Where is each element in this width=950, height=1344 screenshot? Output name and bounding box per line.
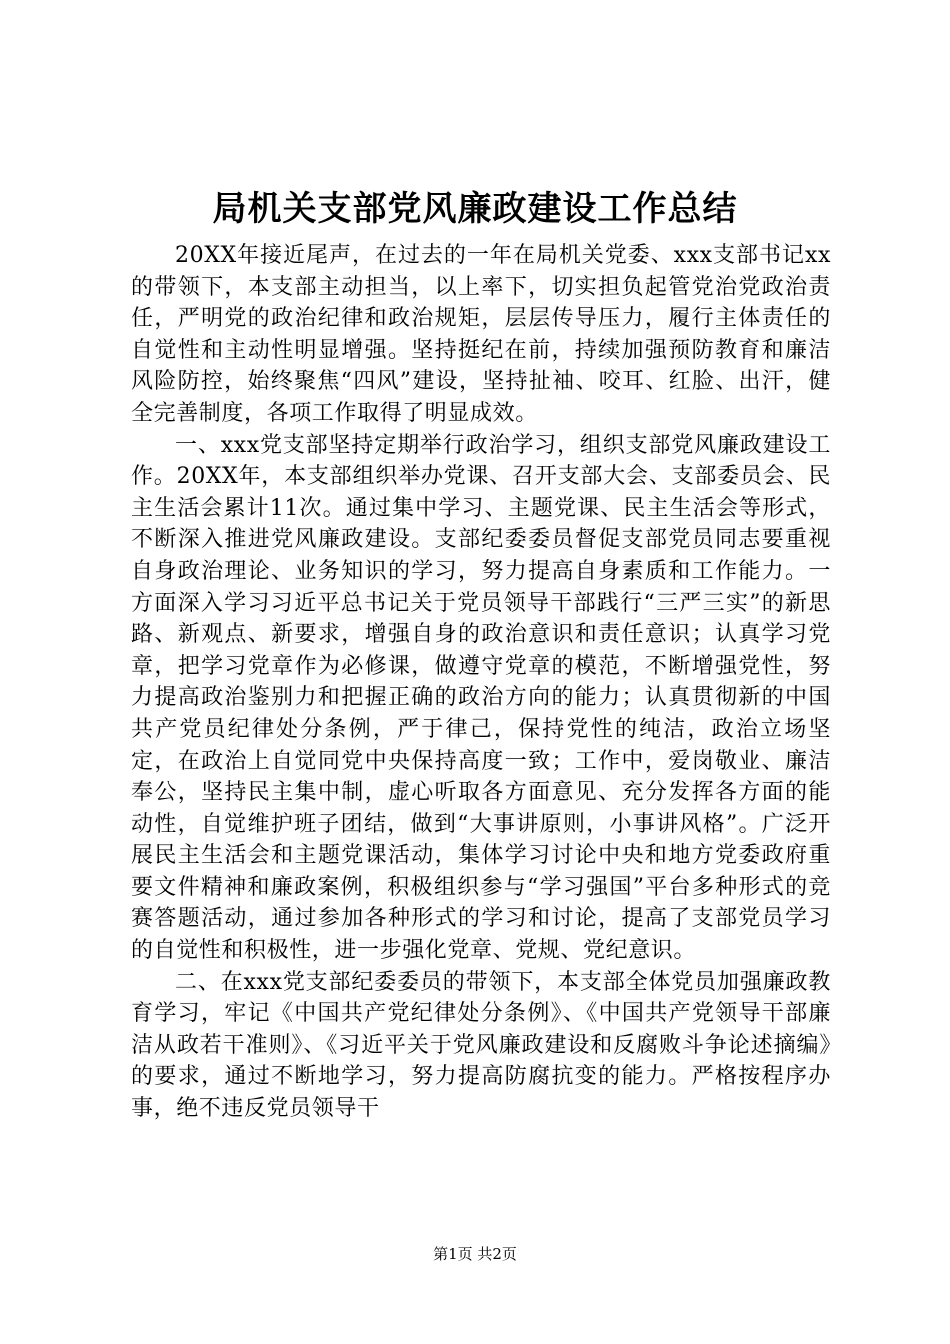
paragraph-section-one: 一、xxx党支部坚持定期举行政治学习，组织支部党风廉政建设工作。20XX年，本支部组织举办党课、召开支部大会、支部委员会、民主生活会累计11次。通过集中学习、主题党课、民主生活会等形式，不断深入推进党风廉政建设。支部纪委委员督促支部党员同志要重视自身政治理论、业务知识的学习，努力提高自身素质和工作能力。一方面深入学习习近平总书记关于党员领导干部践行“三严三实”的新思路、新观点、新要求，增强自身的政治意识和责任意识；认真学习党章，把学习党章作为必修课，做遵守党章的模范，不断增强党性，努力提高政治鉴别力和把握正确的政治方向的能力；认真贯彻新的中国共产党员纪律处分条例，严于律己，保持党性的纯洁，政治立场坚定，在政治上自觉同党中央保持高度一致；工作中，爱岗敬业、廉洁奉公，坚持民主集中制，虚心听取各方面意见、充分发挥各方面的能动性，自觉维护班子团结，做到“大事讲原则，小事讲风格”。广泛开展民主生活会和主题党课活动，集体学习讨论中央和地方党委政府重要文件精神和廉政案例，积极组织参与“学习强国”平台多种形式的竞赛答题活动，通过参加各种形式的学习和讨论，提高了支部党员学习的自觉性和积极性，进一步强化党章、党规、党纪意识。 [131, 432, 831, 964]
paragraph-intro: 20XX年接近尾声，在过去的一年在局机关党委、xxx支部书记xx的带领下，本支部主动担当，以上率下，切实担负起管党治党政治责任，严明党的政治纪律和政治规矩，层层传导压力，履行主体责任的自觉性和主动性明显增强。坚持挺纪在前，持续加强预防教育和廉洁风险防控，始终聚焦“四风”建设，坚持扯袖、咬耳、红脸、出汗，健全完善制度，各项工作取得了明显成效。 [131, 243, 831, 426]
paragraph-section-two: 二、在xxx党支部纪委委员的带领下，本支部全体党员加强廉政教育学习，牢记《中国共产党纪律处分条例》、《中国共产党领导干部廉洁从政若干准则》、《习近平关于党风廉政建设和反腐败斗争论述摘编》的要求，通过不断地学习，努力提高防腐抗变的能力。严格按程序办事，绝不违反党员领导干 [131, 969, 831, 1122]
document-body [131, 240, 831, 1125]
page-number-footer: 第1页 共2页 [433, 1245, 517, 1263]
document-title: 局机关支部党风廉政建设工作总结 [212, 189, 738, 229]
